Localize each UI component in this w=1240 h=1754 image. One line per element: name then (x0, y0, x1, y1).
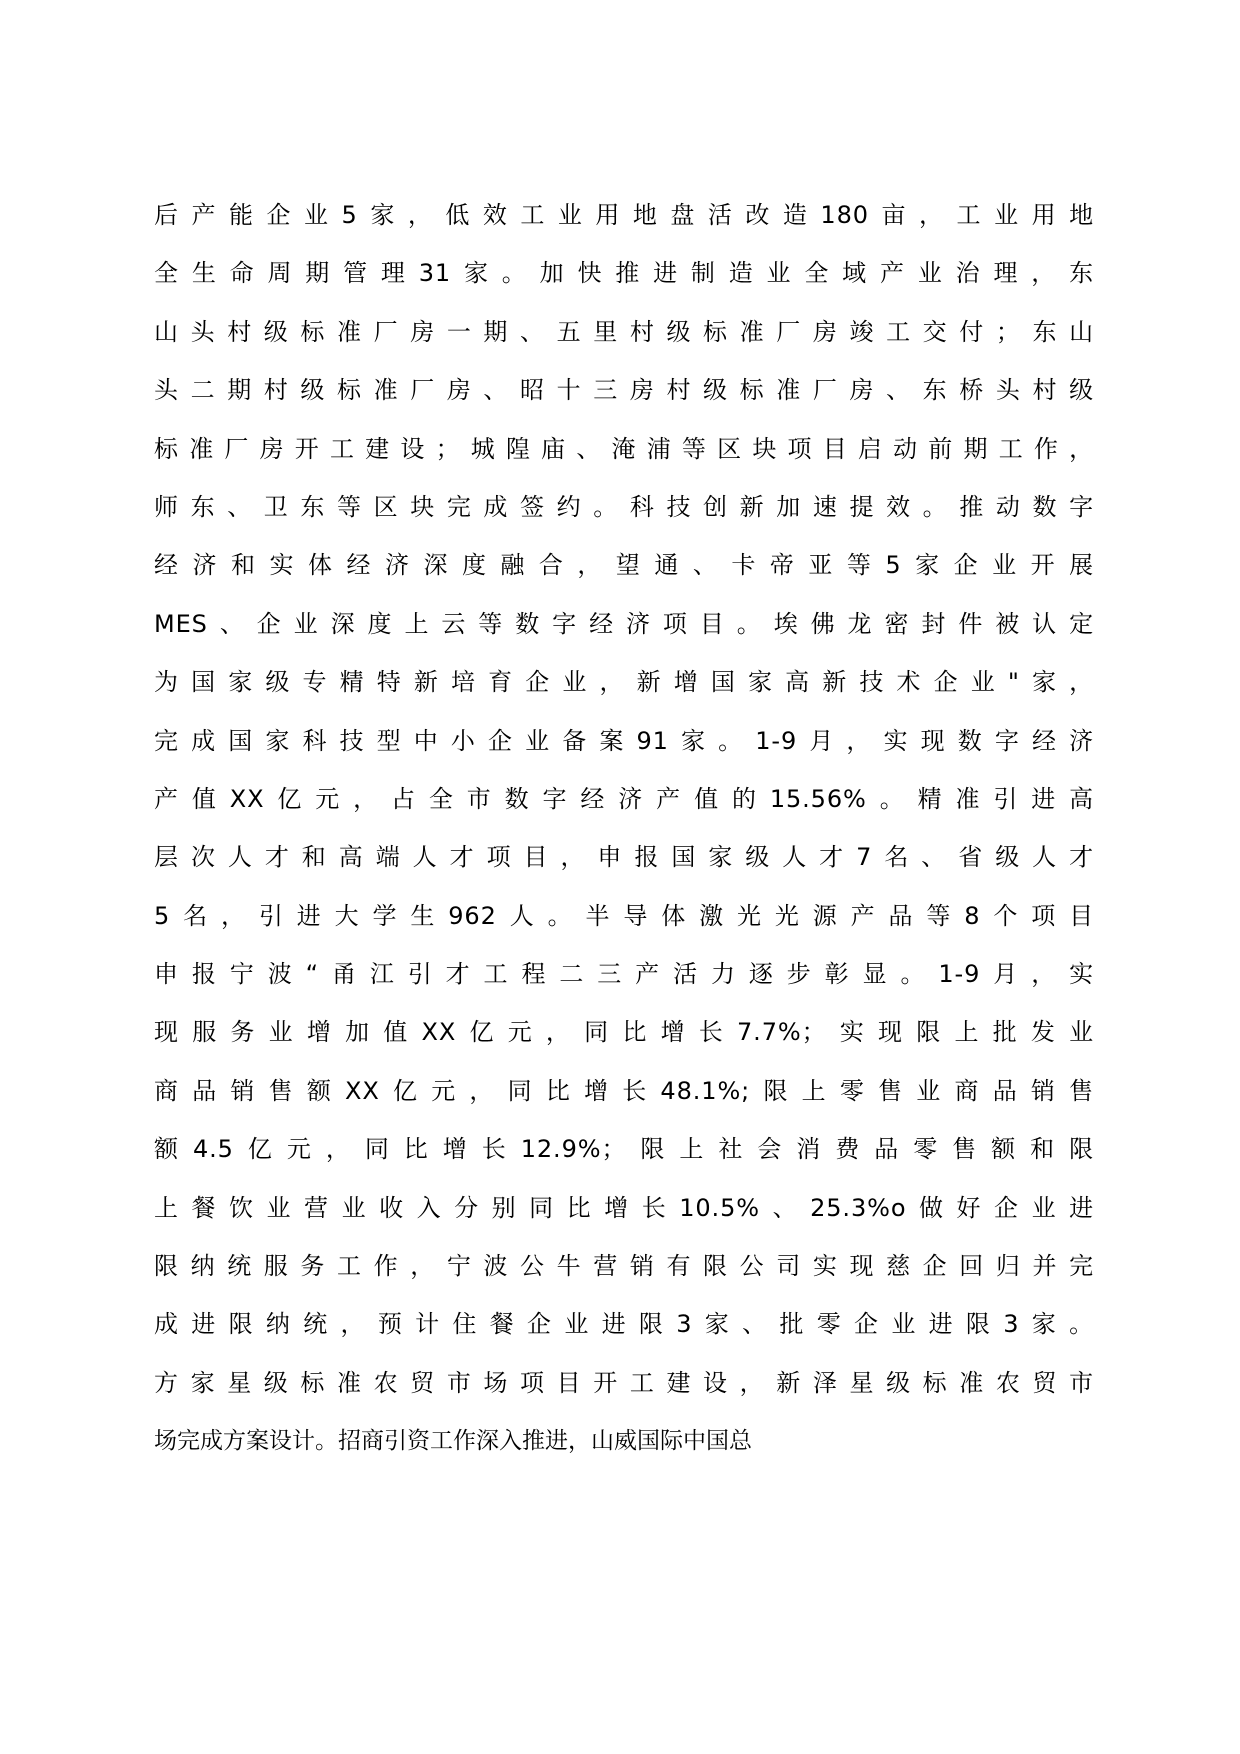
text-line: 场完成方案设计。招商引资工作深入推进，山威国际中国总 (154, 1428, 752, 1455)
text-line: 层次人才和高端人才项目，申报国家级人才7名、省级人才 (154, 843, 1094, 872)
text-line: 后产能企业5家，低效工业用地盘活改造180亩，工业用地 (154, 201, 1094, 229)
text-line: 上餐饮业营业收入分别同比增长10.5%、25.3%o做好企业进 (154, 1193, 1094, 1222)
text-line: 申报宁波“甬江引才工程二三产活力逐步彰显。1-9月，实 (154, 960, 1094, 989)
text-line: 产值XX亿元，占全市数字经济产值的15.56%。精准引进高 (154, 784, 1094, 813)
text-line: 完成国家科技型中小企业备案91家。1-9月，实现数字经济 (154, 726, 1094, 755)
text-line: 限纳统服务工作，宁波公牛营销有限公司实现慈企回归并完 (154, 1252, 1094, 1281)
text-line: 头二期村级标准厂房、昭十三房村级标准厂房、东桥头村级 (154, 376, 1094, 405)
text-line: 成进限纳统，预计住餐企业进限3家、批零企业进限3家。 (154, 1310, 1094, 1339)
text-line: 标准厂房开工建设；城隍庙、淹浦等区块项目启动前期工作， (154, 434, 1094, 463)
body-paragraph (154, 186, 1094, 1471)
text-line: 为国家级专精特新培育企业，新增国家高新技术企业"家， (154, 668, 1094, 697)
text-line: 山头村级标准厂房一期、五里村级标准厂房竣工交付；东山 (154, 317, 1094, 346)
text-line: 额4.5亿元，同比增长12.9%；限上社会消费品零售额和限 (154, 1135, 1094, 1164)
text-line: 全生命周期管理31家。加快推进制造业全域产业治理，东 (154, 259, 1094, 288)
text-line: MES、企业深度上云等数字经济项目。埃佛龙密封件被认定 (154, 609, 1094, 638)
text-line: 商品销售额XX亿元，同比增长48.1%;限上零售业商品销售 (154, 1076, 1094, 1105)
text-line: 师东、卫东等区块完成签约。科技创新加速提效。推动数字 (154, 492, 1094, 521)
text-line: 5名，引进大学生962人。半导体激光光源产品等8个项目 (154, 901, 1094, 930)
text-line: 经济和实体经济深度融合，望通、卡帝亚等5家企业开展 (154, 551, 1094, 580)
text-line: 方家星级标准农贸市场项目开工建设，新泽星级标准农贸市 (154, 1368, 1094, 1397)
text-line: 现服务业增加值XX亿元，同比增长7.7%；实现限上批发业 (154, 1018, 1094, 1047)
